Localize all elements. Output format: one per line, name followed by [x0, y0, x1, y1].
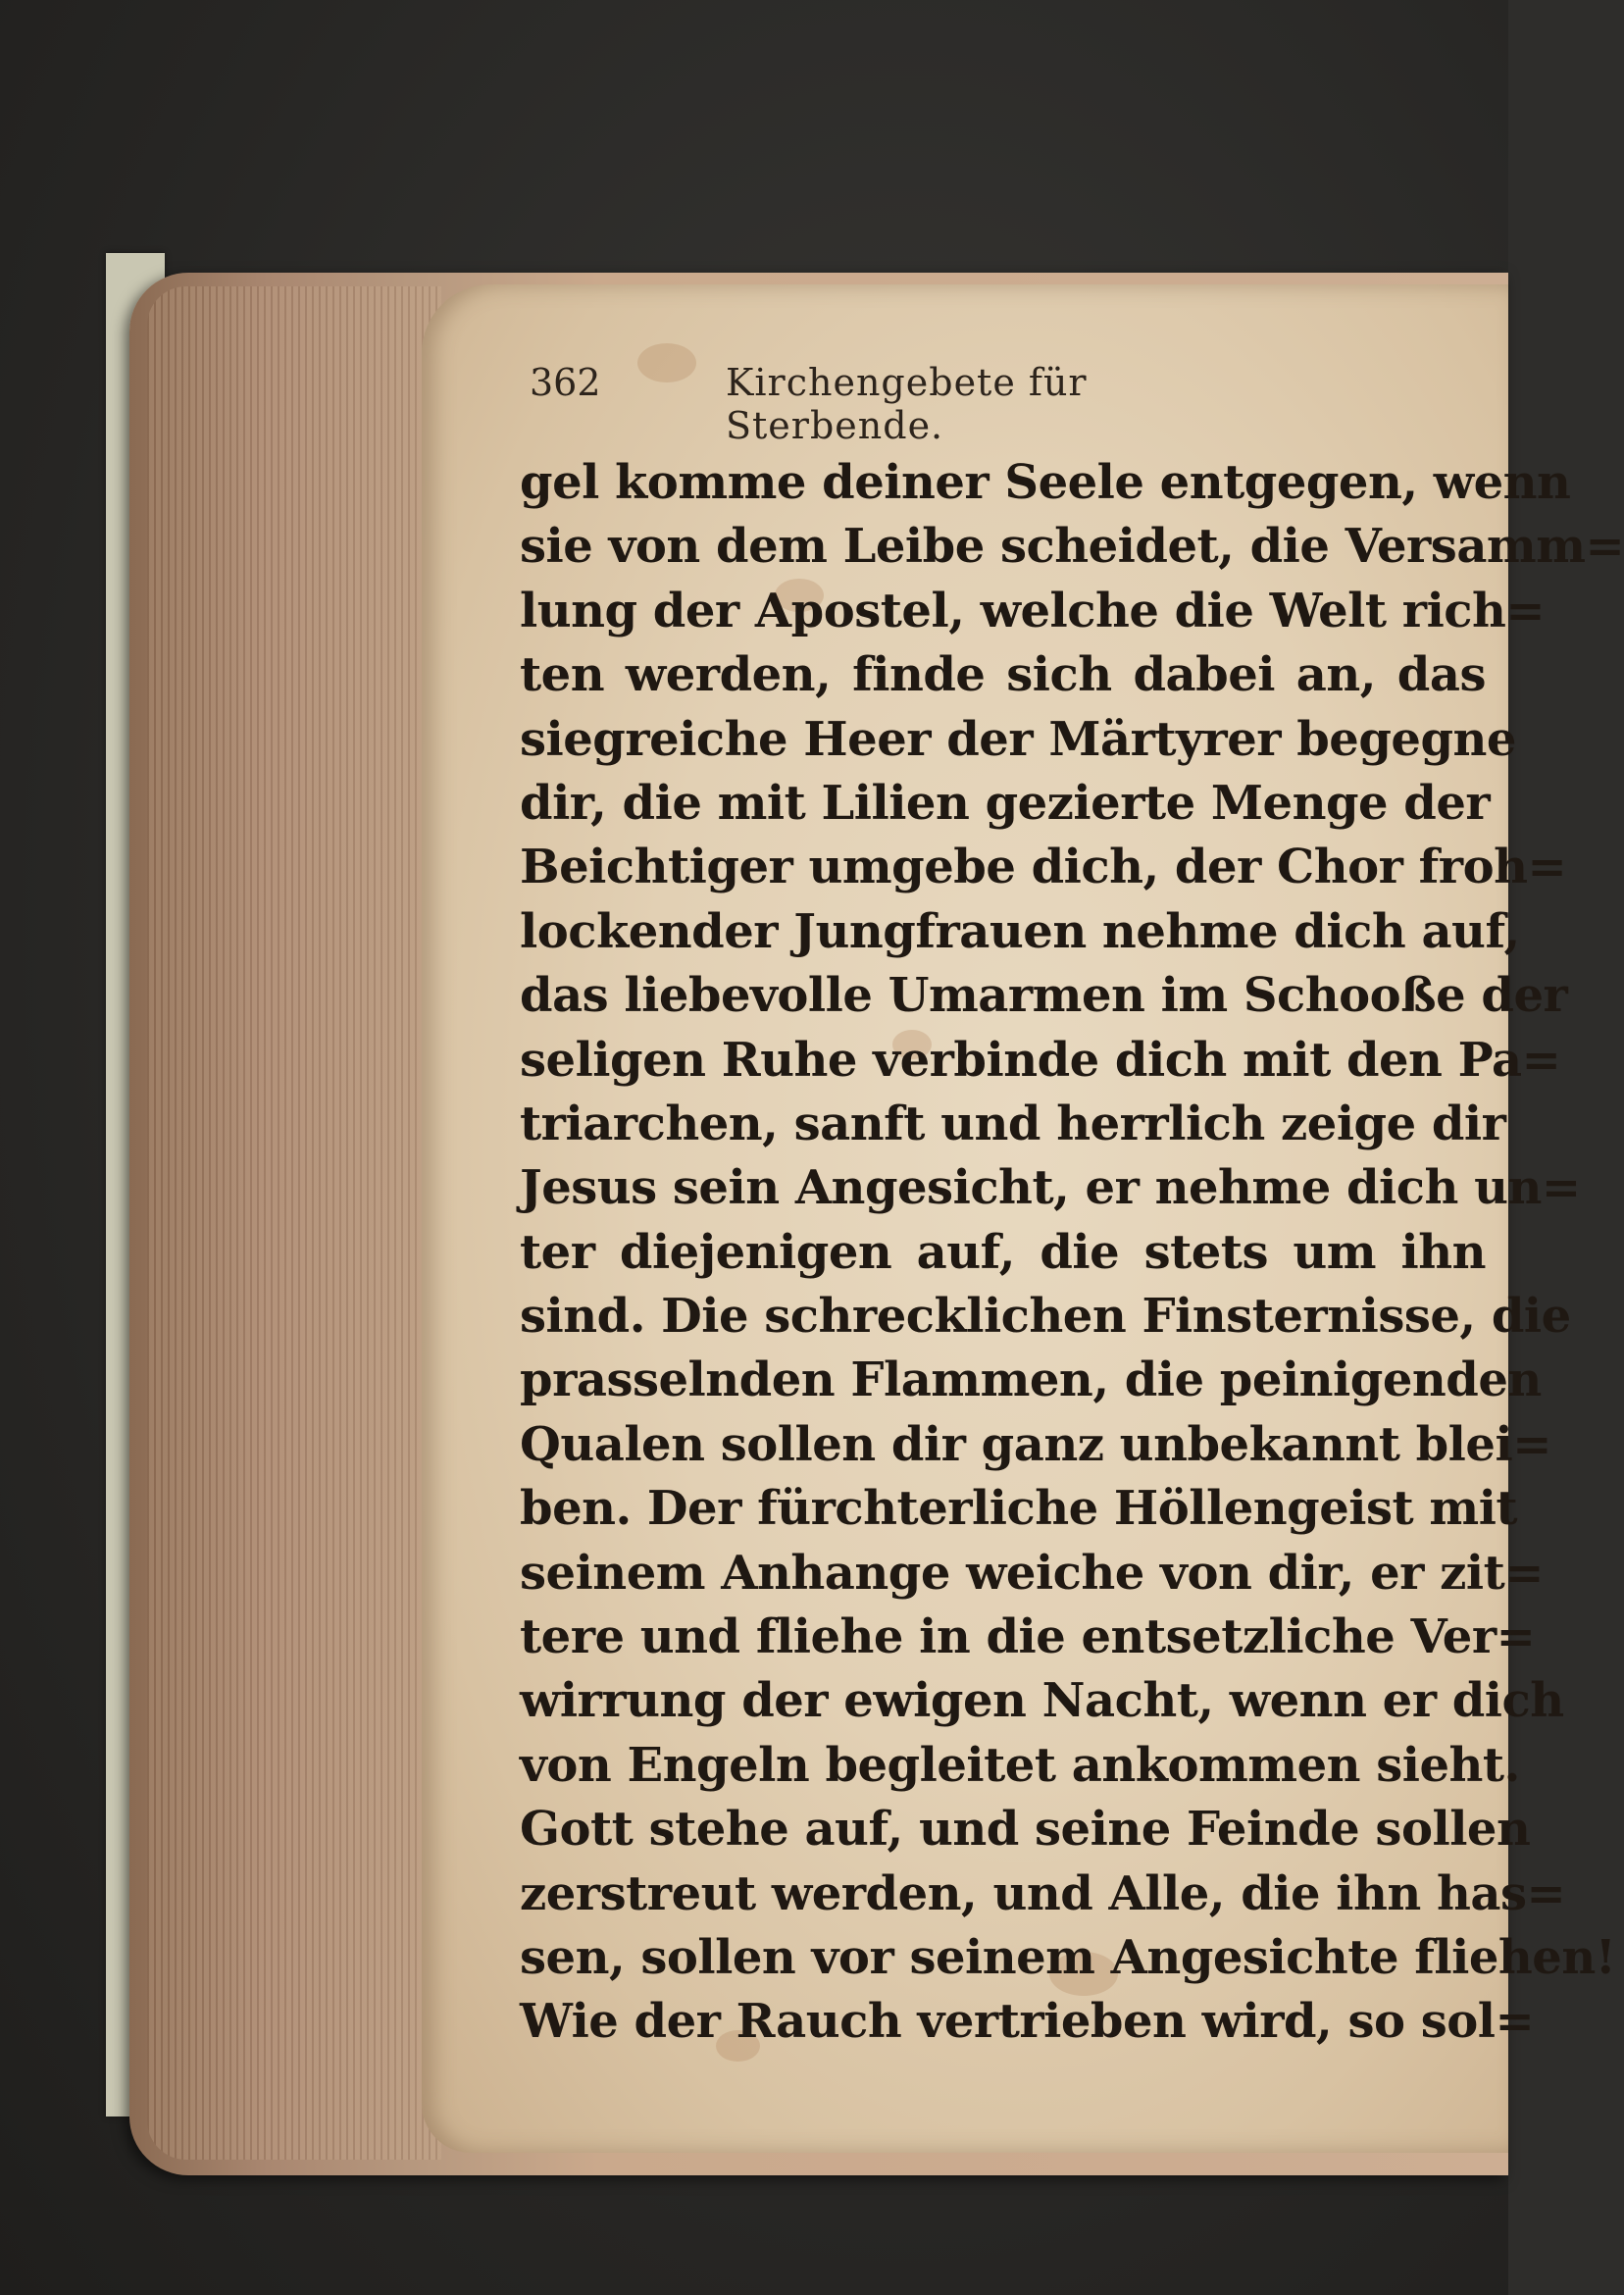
running-title: Kirchengebete für Sterbende.	[726, 361, 1088, 447]
text-line: siegreiche Heer der Märtyrer begegne	[520, 711, 1516, 767]
text-line: das liebevolle Umarmen im Schooße der	[520, 968, 1568, 1024]
page-number: 362	[530, 361, 601, 404]
text-line: wirrung der ewigen Nacht, wenn er dich	[520, 1673, 1564, 1729]
text-line: ter diejenigen auf, die stets um ihn	[520, 1224, 1486, 1280]
body-text	[520, 451, 1624, 2055]
text-line: ben. Der fürchterliche Höllengeist mit	[520, 1481, 1518, 1537]
text-line: sie von dem Leibe scheidet, die Versamm=	[520, 519, 1624, 575]
text-line: seligen Ruhe verbinde dich mit den Pa=	[520, 1032, 1561, 1088]
text-line: von Engeln begleitet ankommen sieht.	[520, 1737, 1520, 1793]
text-line: Beichtiger umgebe dich, der Chor froh=	[520, 840, 1567, 895]
text-line: dir, die mit Lilien gezierte Menge der	[520, 775, 1491, 831]
text-line: sen, sollen vor seinem Angesichte fliehen!	[520, 1929, 1616, 1985]
text-line: lockender Jungfrauen nehme dich auf,	[520, 903, 1520, 959]
page-header	[530, 361, 1393, 447]
text-line: zerstreut werden, und Alle, die ihn has=	[520, 1865, 1566, 1921]
page-edges	[147, 286, 441, 2160]
text-line: sind. Die schrecklichen Finsternisse, die	[520, 1289, 1571, 1345]
text-line: Qualen sollen dir ganz unbekannt blei=	[520, 1416, 1551, 1472]
text-line: triarchen, sanft und herrlich zeige dir	[520, 1096, 1506, 1151]
text-line: ten werden, finde sich dabei an, das	[520, 647, 1486, 703]
text-line: Jesus sein Angesicht, er nehme dich un=	[520, 1160, 1581, 1216]
text-line: Gott stehe auf, und seine Feinde sollen	[520, 1802, 1531, 1858]
text-line: seinem Anhange weiche von dir, er zit=	[520, 1545, 1545, 1601]
text-line: prasselnden Flammen, die peinigenden	[520, 1352, 1542, 1408]
text-line: lung der Apostel, welche die Welt rich=	[520, 583, 1546, 638]
text-line: Wie der Rauch vertrieben wird, so sol=	[520, 1994, 1535, 2050]
text-line: gel komme deiner Seele entgegen, wenn	[520, 455, 1571, 510]
text-line: tere und fliehe in die entsetzliche Ver=	[520, 1609, 1536, 1665]
